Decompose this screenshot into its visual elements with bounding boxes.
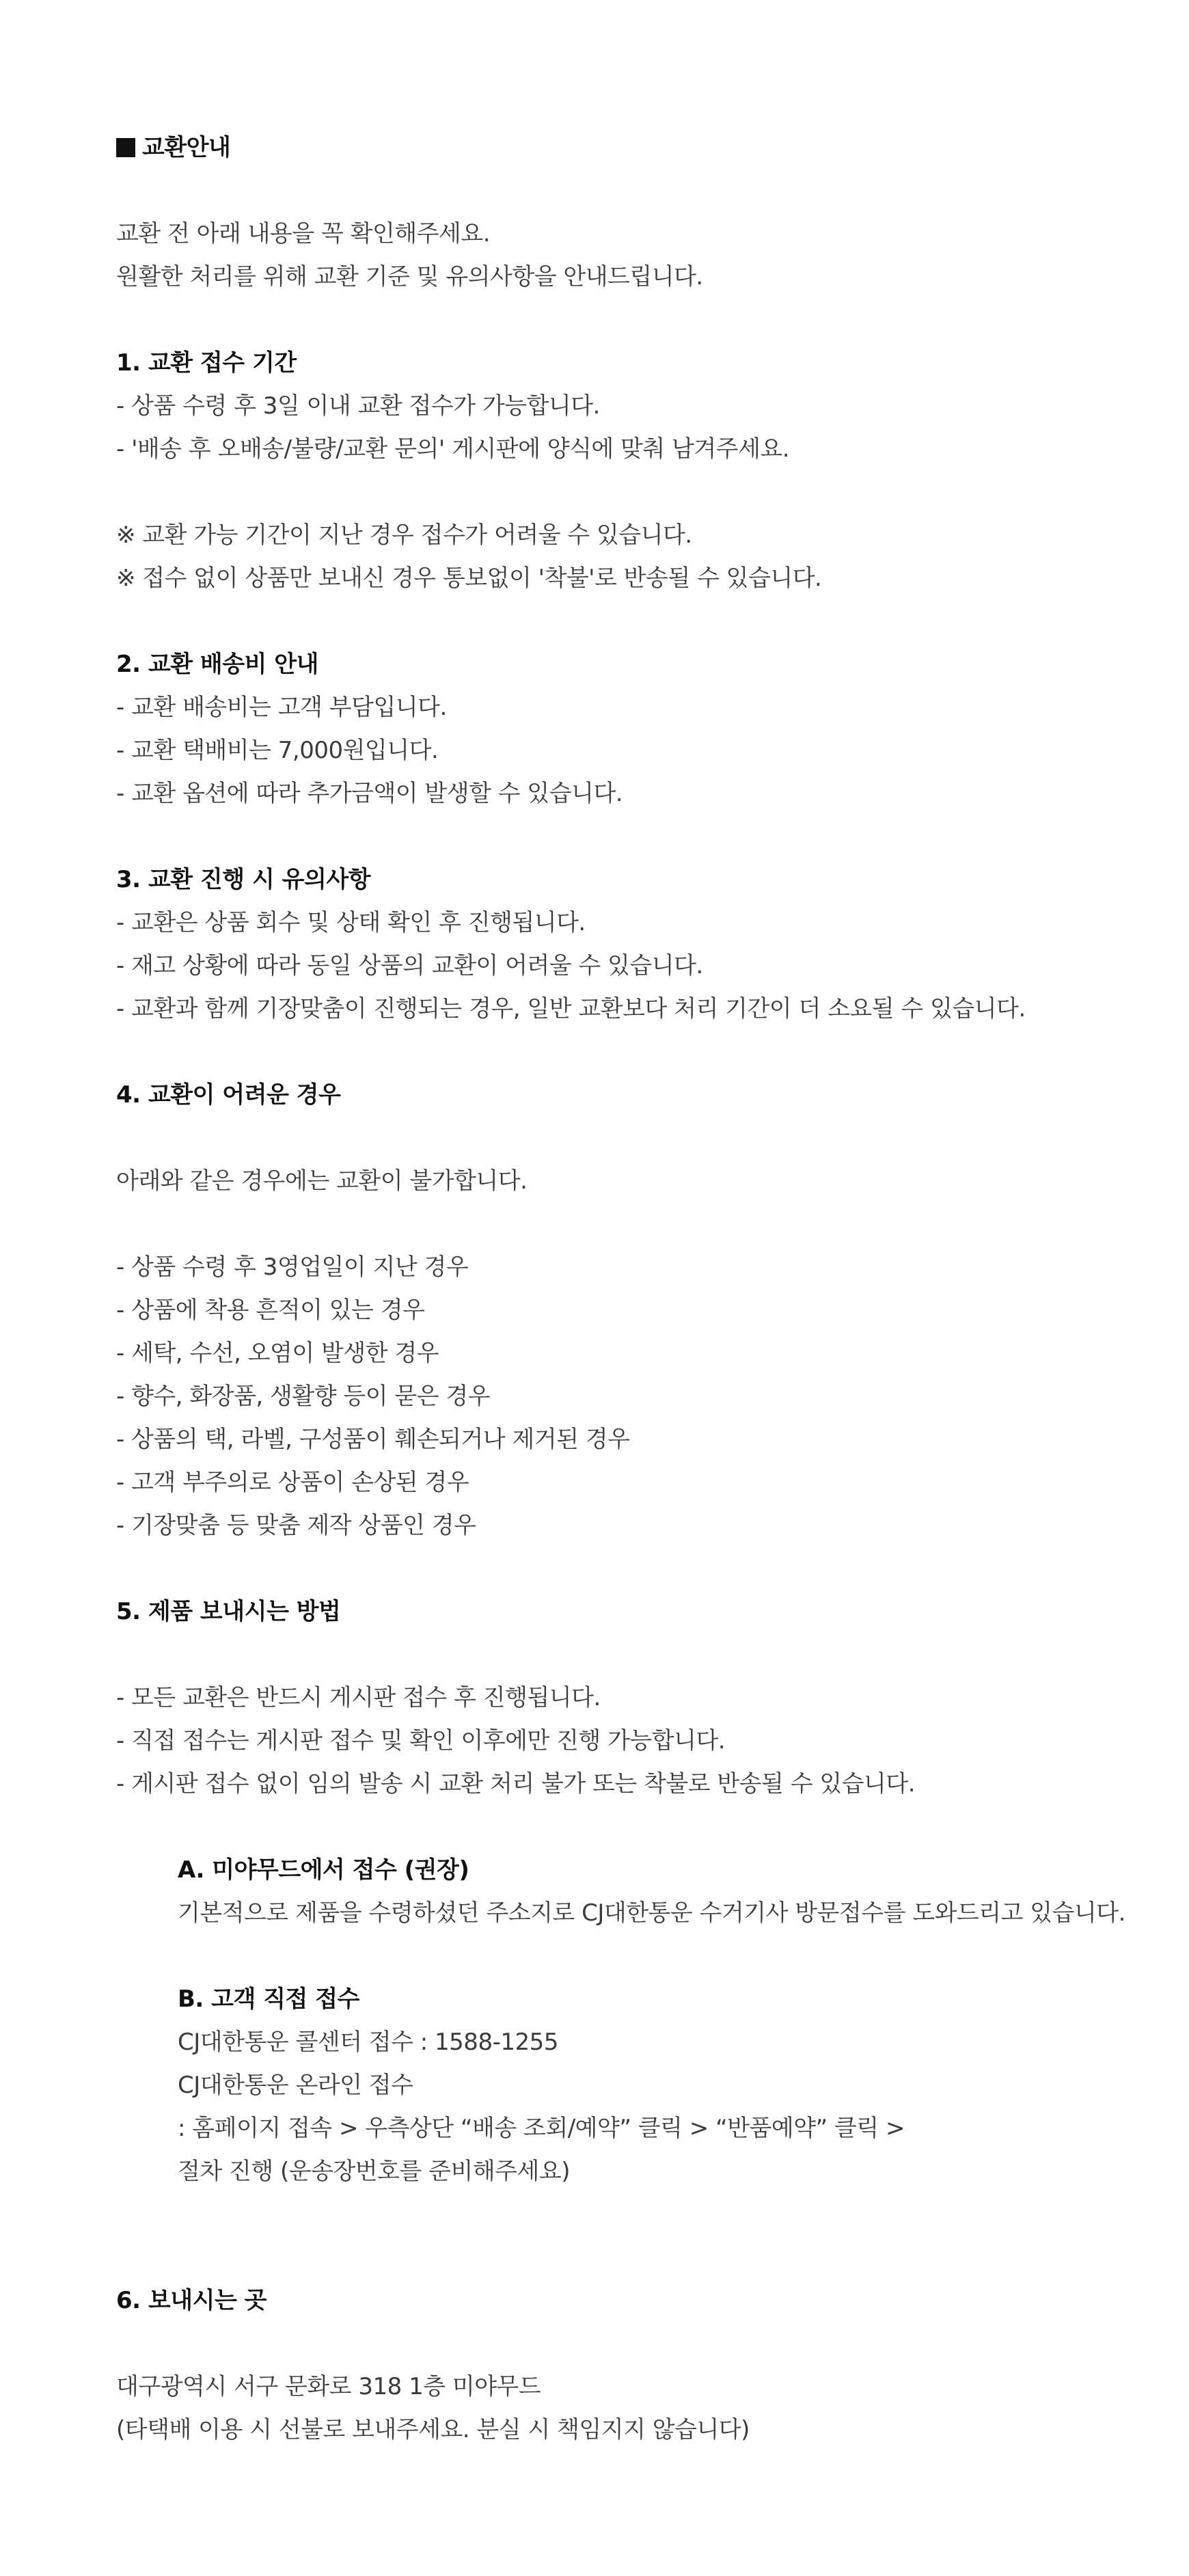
section-heading: 1. 교환 접수 기간 [116,349,297,377]
list-item: - 상품 수령 후 3일 이내 교환 접수가 가능합니다. [116,392,600,420]
option-b-heading: B. 고객 직접 접수 [178,1985,359,2013]
guide-title-text: 교환안내 [142,134,231,161]
note-item: ※ 접수 없이 상품만 보내신 경우 통보없이 '착불'로 반송될 수 있습니다. [116,565,822,592]
list-item: - 모든 교환은 반드시 게시판 접수 후 진행됩니다. [116,1684,601,1711]
list-item: - 상품 수령 후 3영업일이 지난 경우 [116,1253,469,1281]
list-item: - 직접 접수는 게시판 접수 및 확인 이후에만 진행 가능합니다. [116,1727,726,1754]
intro-line: 원활한 처리를 위해 교환 기준 및 유의사항을 안내드립니다. [116,263,703,290]
list-item: - '배송 후 오배송/불량/교환 문의' 게시판에 양식에 맞춰 남겨주세요. [116,435,790,463]
section-heading: 5. 제품 보내시는 방법 [116,1598,341,1625]
section-heading: 2. 교환 배송비 안내 [116,651,318,678]
section-heading: 4. 교환이 어려운 경우 [116,1081,341,1109]
list-item: - 기장맞춤 등 맞춤 제작 상품인 경우 [116,1512,476,1539]
option-b-line: CJ대한통운 온라인 접수 [178,2072,413,2099]
list-item: - 향수, 화장품, 생활향 등이 묻은 경우 [116,1383,491,1410]
list-item: - 교환과 함께 기장맞춤이 진행되는 경우, 일반 교환보다 처리 기간이 더 소요될 수 있습니다. [116,995,1026,1022]
intro-line: 교환 전 아래 내용을 꼭 확인해주세요. [116,220,491,247]
list-item: - 세탁, 수선, 오염이 발생한 경우 [116,1340,439,1367]
option-b-line: : 홈페이지 접속 > 우측상단 “배송 조회/예약” 클릭 > “반품예약” 클릭 > [178,2115,905,2142]
black-square-icon [116,138,135,157]
option-b-line: CJ대한통운 콜센터 접수 : 1588-1255 [178,2029,558,2056]
section-intro: 아래와 같은 경우에는 교환이 불가합니다. [116,1167,528,1195]
section-heading: 3. 교환 진행 시 유의사항 [116,866,371,893]
return-note: (타택배 이용 시 선불로 보내주세요. 분실 시 책임지지 않습니다) [116,2416,750,2443]
option-a-text: 기본적으로 제품을 수령하셨던 주소지로 CJ대한통운 수거기사 방문접수를 도와드리고 있습니다. [178,1899,1125,1927]
option-a-heading: A. 미야무드에서 접수 (권장) [178,1856,469,1884]
list-item: - 교환 배송비는 고객 부담입니다. [116,694,447,721]
list-item: - 게시판 접수 없이 임의 발송 시 교환 처리 불가 또는 착불로 반송될 수 있습니다. [116,1770,916,1798]
list-item: - 고객 부주의로 상품이 손상된 경우 [116,1469,469,1496]
return-address: 대구광역시 서구 문화로 318 1층 미야무드 [116,2373,541,2400]
note-item: ※ 교환 가능 기간이 지난 경우 접수가 어려울 수 있습니다. [116,521,692,549]
list-item: - 상품의 택, 라벨, 구성품이 훼손되거나 제거된 경우 [116,1426,630,1453]
option-b-line: 절차 진행 (운송장번호를 준비해주세요) [178,2158,570,2185]
list-item: - 교환 옵션에 따라 추가금액이 발생할 수 있습니다. [116,780,623,807]
list-item: - 교환 택배비는 7,000원입니다. [116,737,439,764]
guide-title [116,126,1182,170]
list-item: - 상품에 착용 흔적이 있는 경우 [116,1297,425,1324]
exchange-guide [116,126,1182,2452]
list-item: - 재고 상황에 따라 동일 상품의 교환이 어려울 수 있습니다. [116,952,703,979]
list-item: - 교환은 상품 회수 및 상태 확인 후 진행됩니다. [116,909,586,936]
section-heading: 6. 보내시는 곳 [116,2287,266,2314]
